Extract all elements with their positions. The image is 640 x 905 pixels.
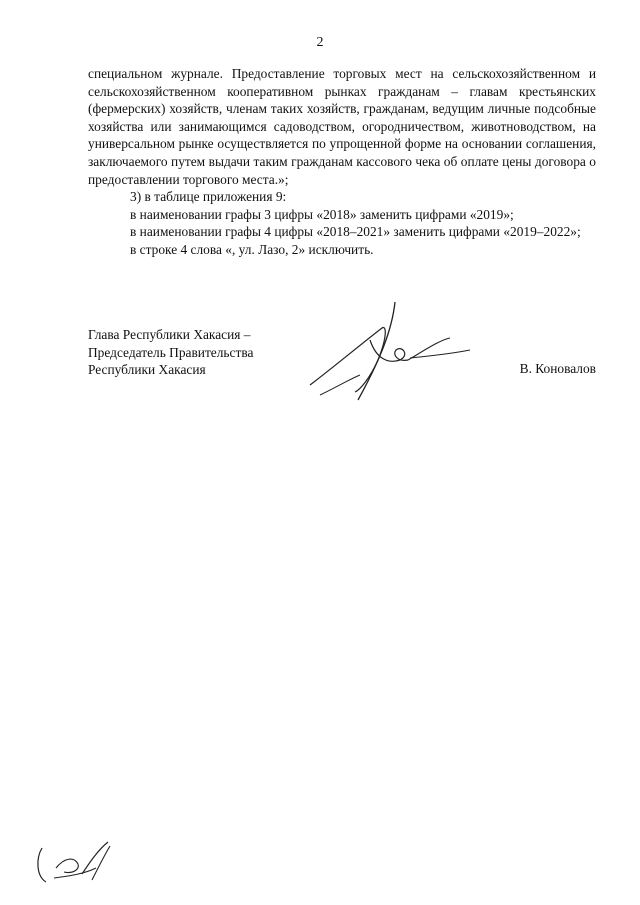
signatory-title-line-1: Глава Республики Хакасия –: [88, 327, 251, 342]
handwritten-signature: [300, 300, 480, 410]
paragraph-column-4: в наименовании графы 4 цифры «2018–2021» заменить цифрами «2019–2022»;: [130, 224, 581, 240]
signatory-title-line-2: Председатель Правительства: [88, 344, 254, 360]
document-body: [88, 65, 596, 259]
signatory-title: [88, 326, 253, 379]
page-number: 2: [316, 35, 324, 50]
paragraph-continuation: специальном журнале. Предоставление торговых мест на сельскохозяйственном и сельскохозяйственном кооперативном рынках гражданам – главам крестьянских (фермерских) хозяйств, членам таких хозяйств, гражданам, ведущим личные подсобные хозяйства или занимающимся садоводством, огородничеством, животноводством, на универсальном рынке осуществляется по упрощенной форме на основании соглашения, заключаемого путем выдачи таким гражданам кассового чека об оплате цены договора о предоставлении торгового места.»;: [88, 66, 596, 187]
paragraph-row-4: в строке 4 слова «, ул. Лазо, 2» исключить.: [130, 241, 374, 257]
paragraph-column-3: в наименовании графы 3 цифры «2018» заменить цифрами «2019»;: [130, 206, 514, 222]
paragraph-item-3: 3) в таблице приложения 9:: [130, 189, 287, 205]
handwritten-initials: [34, 838, 114, 888]
signatory-title-line-3: Республики Хакасия: [88, 362, 206, 378]
signatory-name: В. Коновалов: [519, 361, 596, 376]
